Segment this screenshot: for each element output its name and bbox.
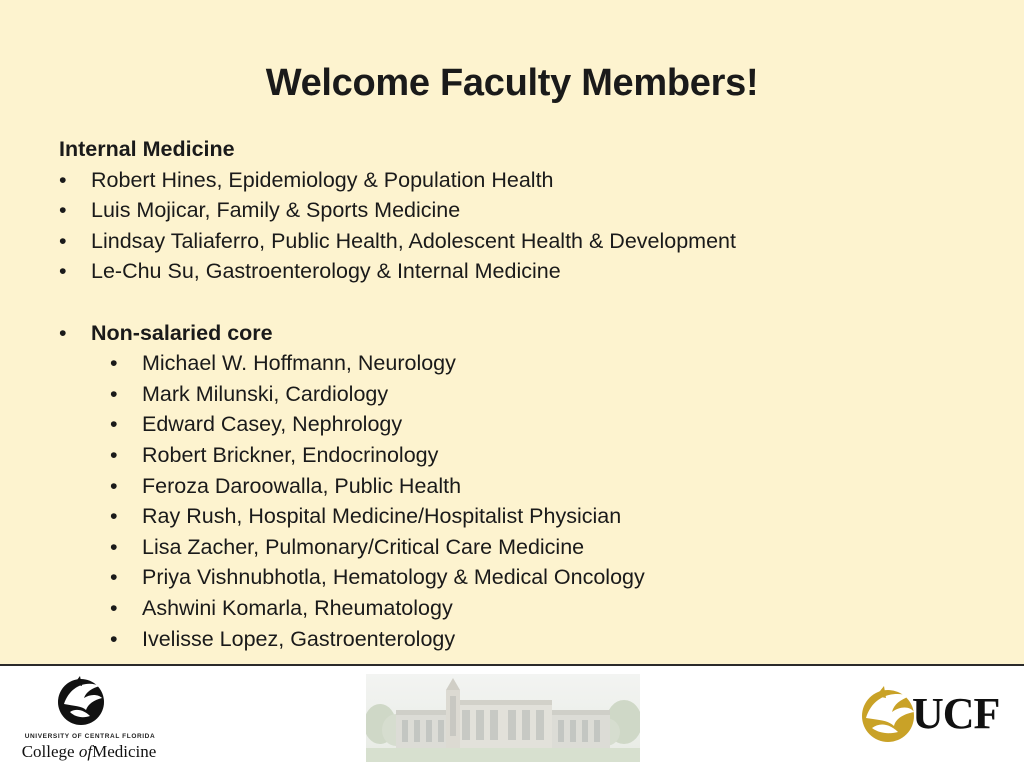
college-text-of: of [78, 742, 93, 761]
bullet-icon: • [110, 473, 118, 498]
sub-list-item [59, 348, 999, 379]
bullet-icon: • [110, 504, 118, 529]
slide-footer [0, 666, 1024, 768]
sub-list-item [59, 501, 999, 532]
sub-list-item-text: Ivelisse Lopez, Gastroenterology [142, 626, 456, 651]
bullet-icon: • [110, 595, 118, 620]
college-name-text [14, 742, 164, 762]
college-text-prefix: College [21, 742, 79, 761]
sub-list-item-text: Priya Vishnubhotla, Hematology & Medical Oncology [142, 565, 645, 590]
bullet-icon: • [110, 534, 118, 559]
sub-list-item-text: Ray Rush, Hospital Medicine/Hospitalist Physician [142, 504, 622, 529]
medical-school-building-image [366, 674, 640, 762]
sub-list-item [59, 593, 999, 624]
bullet-icon: • [110, 565, 118, 590]
sub-list-item [59, 562, 999, 593]
list-item-text: Robert Hines, Epidemiology & Population Health [91, 167, 554, 192]
list-item [59, 195, 999, 226]
ucf-logo [860, 682, 1010, 746]
sub-list-item-text: Ashwini Komarla, Rheumatology [142, 595, 453, 620]
bullet-icon: • [59, 198, 67, 223]
pegasus-icon [56, 674, 106, 728]
list-item [59, 226, 999, 257]
bullet-icon: • [59, 259, 67, 284]
college-text-suffix: Medicine [92, 742, 157, 761]
college-of-medicine-logo [14, 672, 164, 766]
sub-list-item-text: Mark Milunski, Cardiology [142, 381, 389, 406]
sub-list-item-text: Edward Casey, Nephrology [142, 412, 403, 437]
bullet-icon: • [59, 320, 67, 345]
sub-list-item [59, 409, 999, 440]
list-item-text: Lindsay Taliaferro, Public Health, Adolescent Health & Development [91, 228, 736, 253]
sub-list-item-text: Lisa Zacher, Pulmonary/Critical Care Medicine [142, 534, 585, 559]
sub-list-item-text: Michael W. Hoffmann, Neurology [142, 351, 456, 376]
sub-list-item-text: Robert Brickner, Endocrinology [142, 442, 439, 467]
sub-list-item [59, 440, 999, 471]
sub-list-item-text: Feroza Daroowalla, Public Health [142, 473, 462, 498]
sub-list-item [59, 379, 999, 410]
bullet-icon: • [110, 351, 118, 376]
list-item [59, 256, 999, 287]
bullet-icon: • [110, 381, 118, 406]
sub-list-item [59, 471, 999, 502]
sub-list-item [59, 532, 999, 563]
bullet-icon: • [59, 167, 67, 192]
ucf-logo-text: UCF [912, 689, 1000, 738]
list-item [59, 165, 999, 196]
ucf-pegasus-icon [860, 684, 918, 744]
bullet-icon: • [59, 228, 67, 253]
slide-title: Welcome Faculty Members! [265, 62, 759, 104]
sub-list-item [59, 624, 999, 655]
list-item-non-salaried-heading [59, 318, 999, 349]
university-name-text: UNIVERSITY OF CENTRAL FLORIDA [24, 733, 156, 740]
list-spacer [59, 287, 999, 318]
non-salaried-heading: Non-salaried core [91, 320, 273, 345]
slide-content [59, 134, 999, 654]
bullet-icon: • [110, 442, 118, 467]
bullet-icon: • [110, 626, 118, 651]
list-item-text: Luis Mojicar, Family & Sports Medicine [91, 198, 461, 223]
bullet-icon: • [110, 412, 118, 437]
list-item-text: Le-Chu Su, Gastroenterology & Internal Medicine [91, 259, 561, 284]
section-heading-internal-medicine: Internal Medicine [59, 137, 235, 161]
